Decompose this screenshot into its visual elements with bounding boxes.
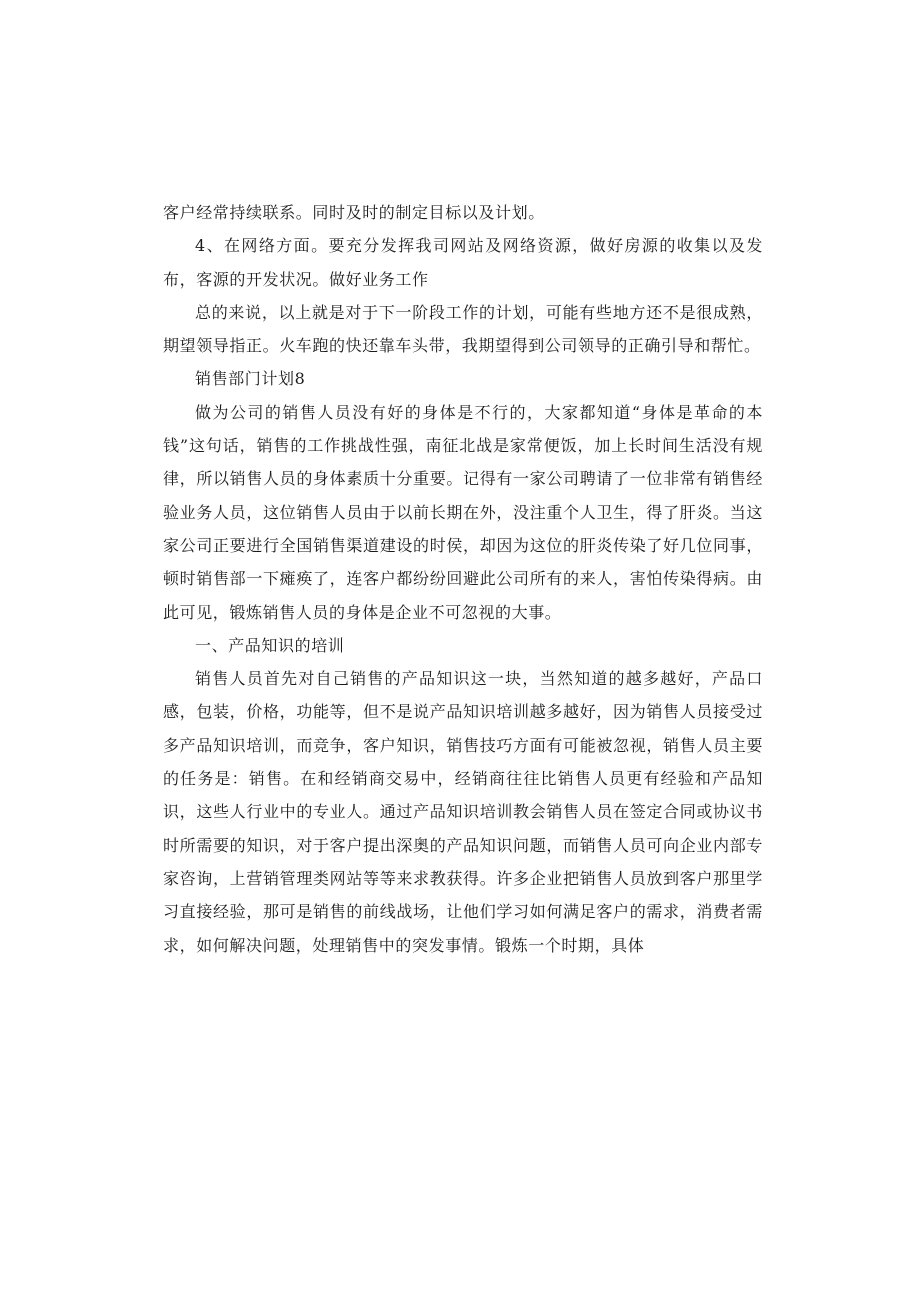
section-title-sales-plan-8: 销售部门计划8 xyxy=(195,369,306,389)
paragraph-health: 做为公司的销售人员没有好的身体是不行的，大家都知道“身体是革命的本钱”这句话，销售的工作挑战性强，南征北战是家常便饭，加上长时间生活没有规律，所以销售人员的身体素质十分重要。记得有一家公司聘请了一位非常有销售经验业务人员，这位销售人员由于以前长期在外，没注重个人卫生，得了肝炎。当这家公司正要进行全国销售渠道建设的时侯，却因为这位的肝炎传染了好几位同事，顿时销售部一下瘫痪了，连客户都纷纷回避此公司所有的来人，害怕传染得病。由此可见，锻炼销售人员的身体是企业不可忽视的大事。 xyxy=(163,402,763,622)
paragraph-product-training: 销售人员首先对自己销售的产品知识这一块，当然知道的越多越好，产品口感，包装，价格，功能等，但不是说产品知识培训越多越好，因为销售人员接受过多产品知识培训，而竞争，客户知识，销售技巧方面有可能被忽视，销售人员主要的任务是：销售。在和经销商交易中，经销商往往比销售人员更有经验和产品知识，这些人行业中的专业人。通过产品知识培训教会销售人员在签定合同或协议书时所需要的知识，对于客户提出深奥的产品知识问题，而销售人员可向企业内部专家咨询，上营销管理类网站等等来求教获得。许多企业把销售人员放到客户那里学习直接经验，那可是销售的前线战场，让他们学习如何满足客户的需求，消费者需求，如何解决问题，处理销售中的突发事情。锻炼一个时期，具体 xyxy=(163,669,763,955)
section-title-product-training: 一、产品知识的培训 xyxy=(195,635,345,655)
document-body xyxy=(163,196,763,962)
paragraph-continuation: 客户经常持续联系。同时及时的制定目标以及计划。 xyxy=(163,203,545,222)
paragraph-network-plan: 4、在网络方面。要充分发挥我司网站及网络资源，做好房源的收集以及发布，客源的开发状况。做好业务工作 xyxy=(163,236,763,289)
paragraph-summary: 总的来说，以上就是对于下一阶段工作的计划，可能有些地方还不是很成熟，期望领导指正。火车跑的快还靠车头带，我期望得到公司领导的正确引导和帮忙。 xyxy=(163,302,763,356)
